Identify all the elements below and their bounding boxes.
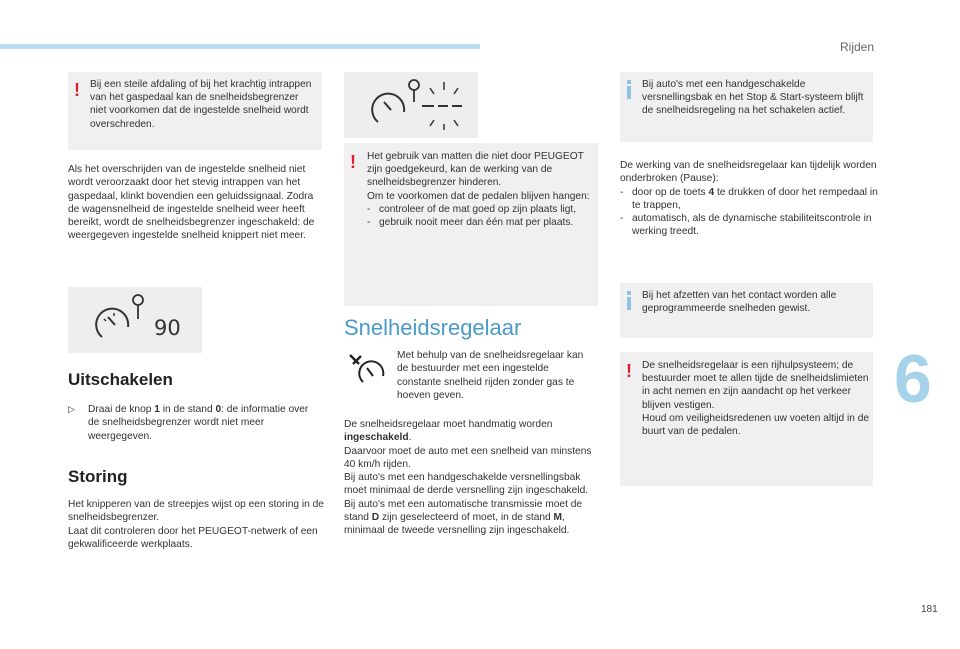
cruise-conditions: De snelheidsregelaar moet handmatig worden ingeschakeld. Daarvoor moet de auto met een snelheid van minstens 40 km/h rijden. Bij auto's met een handgeschakelde versnellingsbak moet minimaal de derde versnelling zijn ingeschakeld. Bij auto's met een automatische transmissie moet de stand D zijn geselecteerd of moet, in de stand M, minimaal de tweede versnelling zijn ingeschakeld. [344,419,592,537]
limiter-speed-value: 90 [154,316,181,340]
overspeed-paragraph: Als het overschrijden van de ingestelde snelheid niet wordt veroorzaakt door het stevig intrappen van het gaspedaal, klinkt bovendien een geluidssignaal. Zodra de wagensnelheid de ingestelde snelheid weer heeft bereikt, wordt de snelheidsbegrenzer ingeschakeld: de weergegeven ingestelde snelheid knippert niet meer. [68,164,315,242]
warning-text-mats: Het gebruik van matten die niet door PEUGEOT zijn goedgekeurd, kan de werking van de snelheidsbegrenzer hinderen. Om te voorkomen dat de pedalen blijven hangen: - controleer of de mat goed op zijn plaats ligt, - gebruik nooit meer dan één mat per plaats. [367,150,593,229]
section-title: Rijden [840,40,875,54]
heading-storing: Storing [68,467,128,486]
warning-mark-icon: ! [350,152,356,172]
switch-off-instruction: ▷ Draai de knop 1 in de stand 0: de informatie over de snelheidsbegrenzer wordt niet meer weergegeven. [68,404,309,442]
cruise-intro: Met behulp van de snelheidsregelaar kan de bestuurder met een ingestelde constante snelheid rijden zonder gas te hoeven geven. [397,350,584,401]
warning-mark-icon: ! [74,80,80,100]
list-item: - automatisch, als de dynamische stabiliteitscontrole in werking treedt. [620,212,878,239]
warning-text-driver-aid: De snelheidsregelaar is een rijhulpsysteem; de bestuurder moet te allen tijde de snelheidslimieten in acht nemen en zijn aandacht op het verkeer blijven vestigen. Houd om veiligheidsredenen uw voeten altijd in de buurt van de pedalen. [642,360,870,438]
list-item: - door op de toets 4 te drukken of door het rempedaal in te trappen, [620,186,878,213]
info-text-stop-start: Bij auto's met een handgeschakelde versnellingsbak en het Stop & Start-systeem blijft de snelheidsregeling na het schakelen actief. [642,79,864,117]
list-item: - controleer of de mat goed op zijn plaats ligt, [367,203,593,216]
list-item: - gebruik nooit meer dan één mat per plaats. [367,216,593,229]
cruise-control-icon [347,352,387,386]
info-mark-icon [627,86,631,99]
warning-text-descent: Bij een steile afdaling of bij het krachtig intrappen van het gaspedaal kan de snelheidsbegrenzer niet voorkomen dat de ingestelde snelheid wordt overschreden. [90,79,312,130]
limiter-display-picture [68,287,202,353]
speed-limiter-icon [68,287,202,353]
fault-paragraph: Het knipperen van de streepjes wijst op een storing in de snelheidsbegrenzer. Laat dit controleren door het PEUGEOT-netwerk of een gekwalificeerde werkplaats. [68,499,324,550]
chapter-number: 6 [894,341,932,417]
page-number: 181 [921,604,938,615]
heading-uitschakelen: Uitschakelen [68,370,173,389]
limiter-fault-picture [344,72,478,138]
pause-paragraph: De werking van de snelheidsregelaar kan tijdelijk worden onderbroken (Pause): - door op de toets 4 te drukken of door het rempedaal in te trappen, - automatisch, als de dynamische stabiliteitscontrole in werking treedt. [620,159,878,239]
arrow-bullet-icon: ▷ [68,404,75,414]
warning-mark-icon: ! [626,361,632,381]
info-text-contact: Bij het afzetten van het contact worden alle geprogrammeerde snelheden gewist. [642,290,837,315]
top-accent-bar [0,44,480,49]
speed-limiter-fault-icon [344,72,478,138]
heading-snelheidsregelaar: Snelheidsregelaar [344,315,522,340]
info-mark-icon [627,297,631,310]
